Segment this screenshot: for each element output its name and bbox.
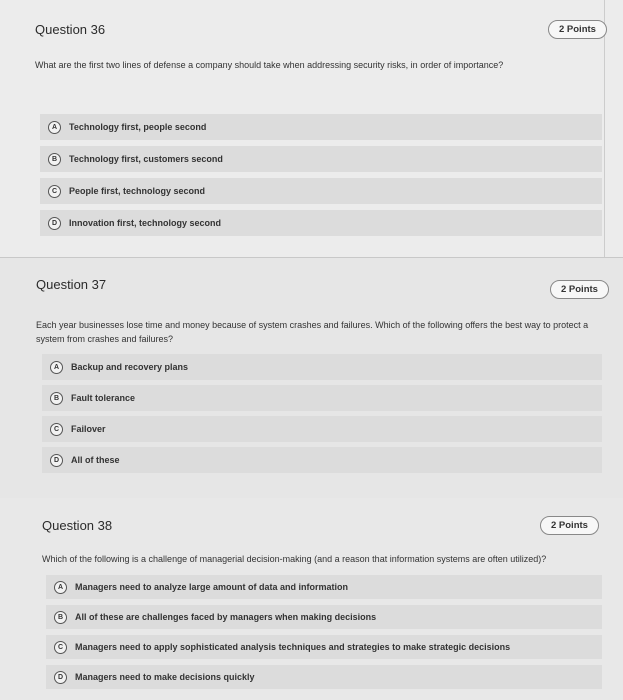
option-letter-b: B: [48, 153, 61, 166]
option-label: All of these: [71, 455, 120, 465]
question-title: Question 36: [35, 22, 106, 37]
option-label: Technology first, people second: [69, 122, 207, 132]
option-letter-d: D: [54, 671, 67, 684]
option-letter-d: D: [48, 217, 61, 230]
option-letter-b: B: [50, 392, 63, 405]
question-38-card: [0, 498, 623, 700]
option-letter-b: B: [54, 611, 67, 624]
card-border: [604, 0, 605, 258]
option-label: Managers need to analyze large amount of data and information: [75, 582, 349, 592]
question-text: Which of the following is a challenge of managerial decision-making (and a reason that information systems are often utilized)?: [42, 554, 547, 564]
question-text: Each year businesses lose time and money because of system crashes and failures. Which of the following offers the best way to protect a system from crashes and failures?: [36, 320, 589, 344]
option-label: Managers need to make decisions quickly: [75, 672, 255, 682]
option-label: Technology first, customers second: [69, 154, 223, 164]
option-letter-a: A: [50, 361, 63, 374]
option-d[interactable]: [42, 447, 602, 473]
option-b[interactable]: [46, 605, 602, 629]
option-letter-a: A: [54, 581, 67, 594]
question-title: Question 37: [36, 277, 107, 292]
question-text: What are the first two lines of defense a company should take when addressing security risks, in order of importance?: [35, 60, 504, 70]
option-d[interactable]: [46, 665, 602, 689]
points-badge: 2 Points: [548, 20, 607, 39]
option-c[interactable]: [46, 635, 602, 659]
option-letter-a: A: [48, 121, 61, 134]
option-a[interactable]: [46, 575, 602, 599]
option-label: All of these are challenges faced by managers when making decisions: [75, 612, 377, 622]
option-label: Innovation first, technology second: [69, 218, 222, 228]
option-letter-c: C: [54, 641, 67, 654]
option-label: Backup and recovery plans: [71, 362, 189, 372]
option-c[interactable]: [40, 178, 602, 204]
option-b[interactable]: [40, 146, 602, 172]
option-label: Managers need to apply sophisticated analysis techniques and strategies to make strategic decisions: [75, 642, 511, 652]
points-badge: 2 Points: [550, 280, 609, 299]
question-36-card: [0, 0, 623, 258]
option-letter-c: C: [50, 423, 63, 436]
question-title: Question 38: [42, 518, 113, 533]
option-c[interactable]: [42, 416, 602, 442]
points-badge: 2 Points: [540, 516, 599, 535]
question-37-card: [0, 258, 623, 498]
option-letter-c: C: [48, 185, 61, 198]
option-b[interactable]: [42, 385, 602, 411]
option-letter-d: D: [50, 454, 63, 467]
option-label: Failover: [71, 424, 106, 434]
option-d[interactable]: [40, 210, 602, 236]
option-a[interactable]: [42, 354, 602, 380]
option-label: Fault tolerance: [71, 393, 136, 403]
option-a[interactable]: [40, 114, 602, 140]
option-label: People first, technology second: [69, 186, 206, 196]
